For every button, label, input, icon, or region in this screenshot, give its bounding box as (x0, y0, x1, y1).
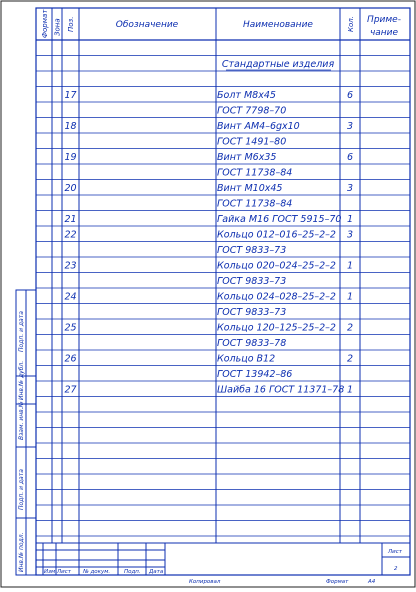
title-sheet-label: Лист (388, 549, 402, 555)
row-pos: 22 (64, 229, 77, 241)
title-list: Лист (57, 569, 71, 575)
row-qty: 1 (346, 260, 354, 272)
row-pos: 18 (64, 121, 77, 132)
header-format: Формат (41, 9, 49, 38)
row-pos: 27 (64, 384, 77, 396)
header-zone: Зона (53, 18, 62, 36)
row-qty: 3 (346, 121, 354, 132)
footer-format-value: А4 (368, 579, 376, 585)
row-qty: 2 (346, 322, 354, 334)
title-izm: Изм (44, 569, 56, 575)
side-vzam-inv: Взам. инв.№ (18, 401, 25, 440)
row-name: Кольцо 012–016–25–2–2 (217, 229, 336, 241)
title-doc-no: № докум. (83, 569, 111, 575)
row-name: Кольцо 020–024–25–2–2 (217, 260, 336, 272)
row-name: ГОСТ 13942–86 (217, 369, 293, 380)
row-qty: 6 (346, 90, 354, 101)
row-name: ГОСТ 9833–78 (217, 338, 287, 349)
row-pos: 19 (64, 152, 77, 163)
row-name: ГОСТ 9833–73 (217, 276, 287, 287)
side-sign-date-top: Подп. и дата (18, 311, 25, 352)
row-name: ГОСТ 11738–84 (217, 167, 293, 179)
row-pos: 23 (64, 260, 77, 272)
row-pos: 25 (64, 322, 77, 334)
header-name: Наименование (243, 20, 313, 30)
side-inv-podl: Инв.№ подл. (18, 532, 25, 572)
footer-copied: Копировал (189, 579, 221, 585)
title-date: Дата (149, 569, 164, 575)
row-name: ГОСТ 1491–80 (217, 136, 287, 148)
side-inv-dubl: Инв.№ дубл. (18, 360, 25, 400)
row-name: ГОСТ 9833–73 (217, 307, 287, 318)
row-qty: 3 (346, 183, 354, 194)
row-pos: 20 (64, 183, 77, 194)
title-sign: Подп. (124, 569, 141, 575)
section-title: Стандартные изделия (221, 59, 335, 70)
header-designation: Обозначение (115, 20, 179, 30)
title-sheet-number: 2 (394, 566, 398, 572)
row-name: Винт М6х35 (217, 152, 277, 163)
row-name: ГОСТ 9833–73 (217, 245, 287, 256)
row-qty: 3 (346, 229, 354, 241)
row-name: Кольцо 024–028–25–2–2 (217, 291, 336, 303)
row-qty: 1 (346, 291, 354, 303)
header-qty: Кол. (347, 16, 355, 32)
row-name: Шайба 16 ГОСТ 11371–78 (217, 384, 345, 396)
row-pos: 21 (64, 214, 77, 225)
row-pos: 17 (64, 90, 77, 101)
row-name: Гайка М16 ГОСТ 5915–70 (217, 214, 342, 225)
row-qty: 6 (346, 152, 354, 163)
row-pos: 24 (64, 291, 77, 303)
header-note-1: Приме- (367, 15, 401, 25)
row-qty: 1 (346, 384, 354, 396)
header-note-2: чание (369, 28, 399, 38)
row-name: Болт М8х45 (217, 90, 276, 101)
header-pos: Поз. (67, 16, 75, 32)
row-name: ГОСТ 7798–70 (217, 105, 287, 117)
side-sign-date-bottom: Подп. и дата (18, 469, 25, 510)
footer-format-label: Формат (326, 579, 349, 585)
row-name: Кольцо В12 (217, 353, 276, 365)
row-qty: 2 (346, 353, 354, 365)
row-name: Кольцо 120–125–25–2–2 (217, 322, 336, 334)
row-name: Винт М10х45 (217, 183, 283, 194)
row-pos: 26 (64, 353, 77, 365)
row-name: ГОСТ 11738–84 (217, 198, 293, 210)
row-qty: 1 (346, 214, 354, 225)
row-name: Винт АМ4–6gх10 (217, 121, 300, 132)
